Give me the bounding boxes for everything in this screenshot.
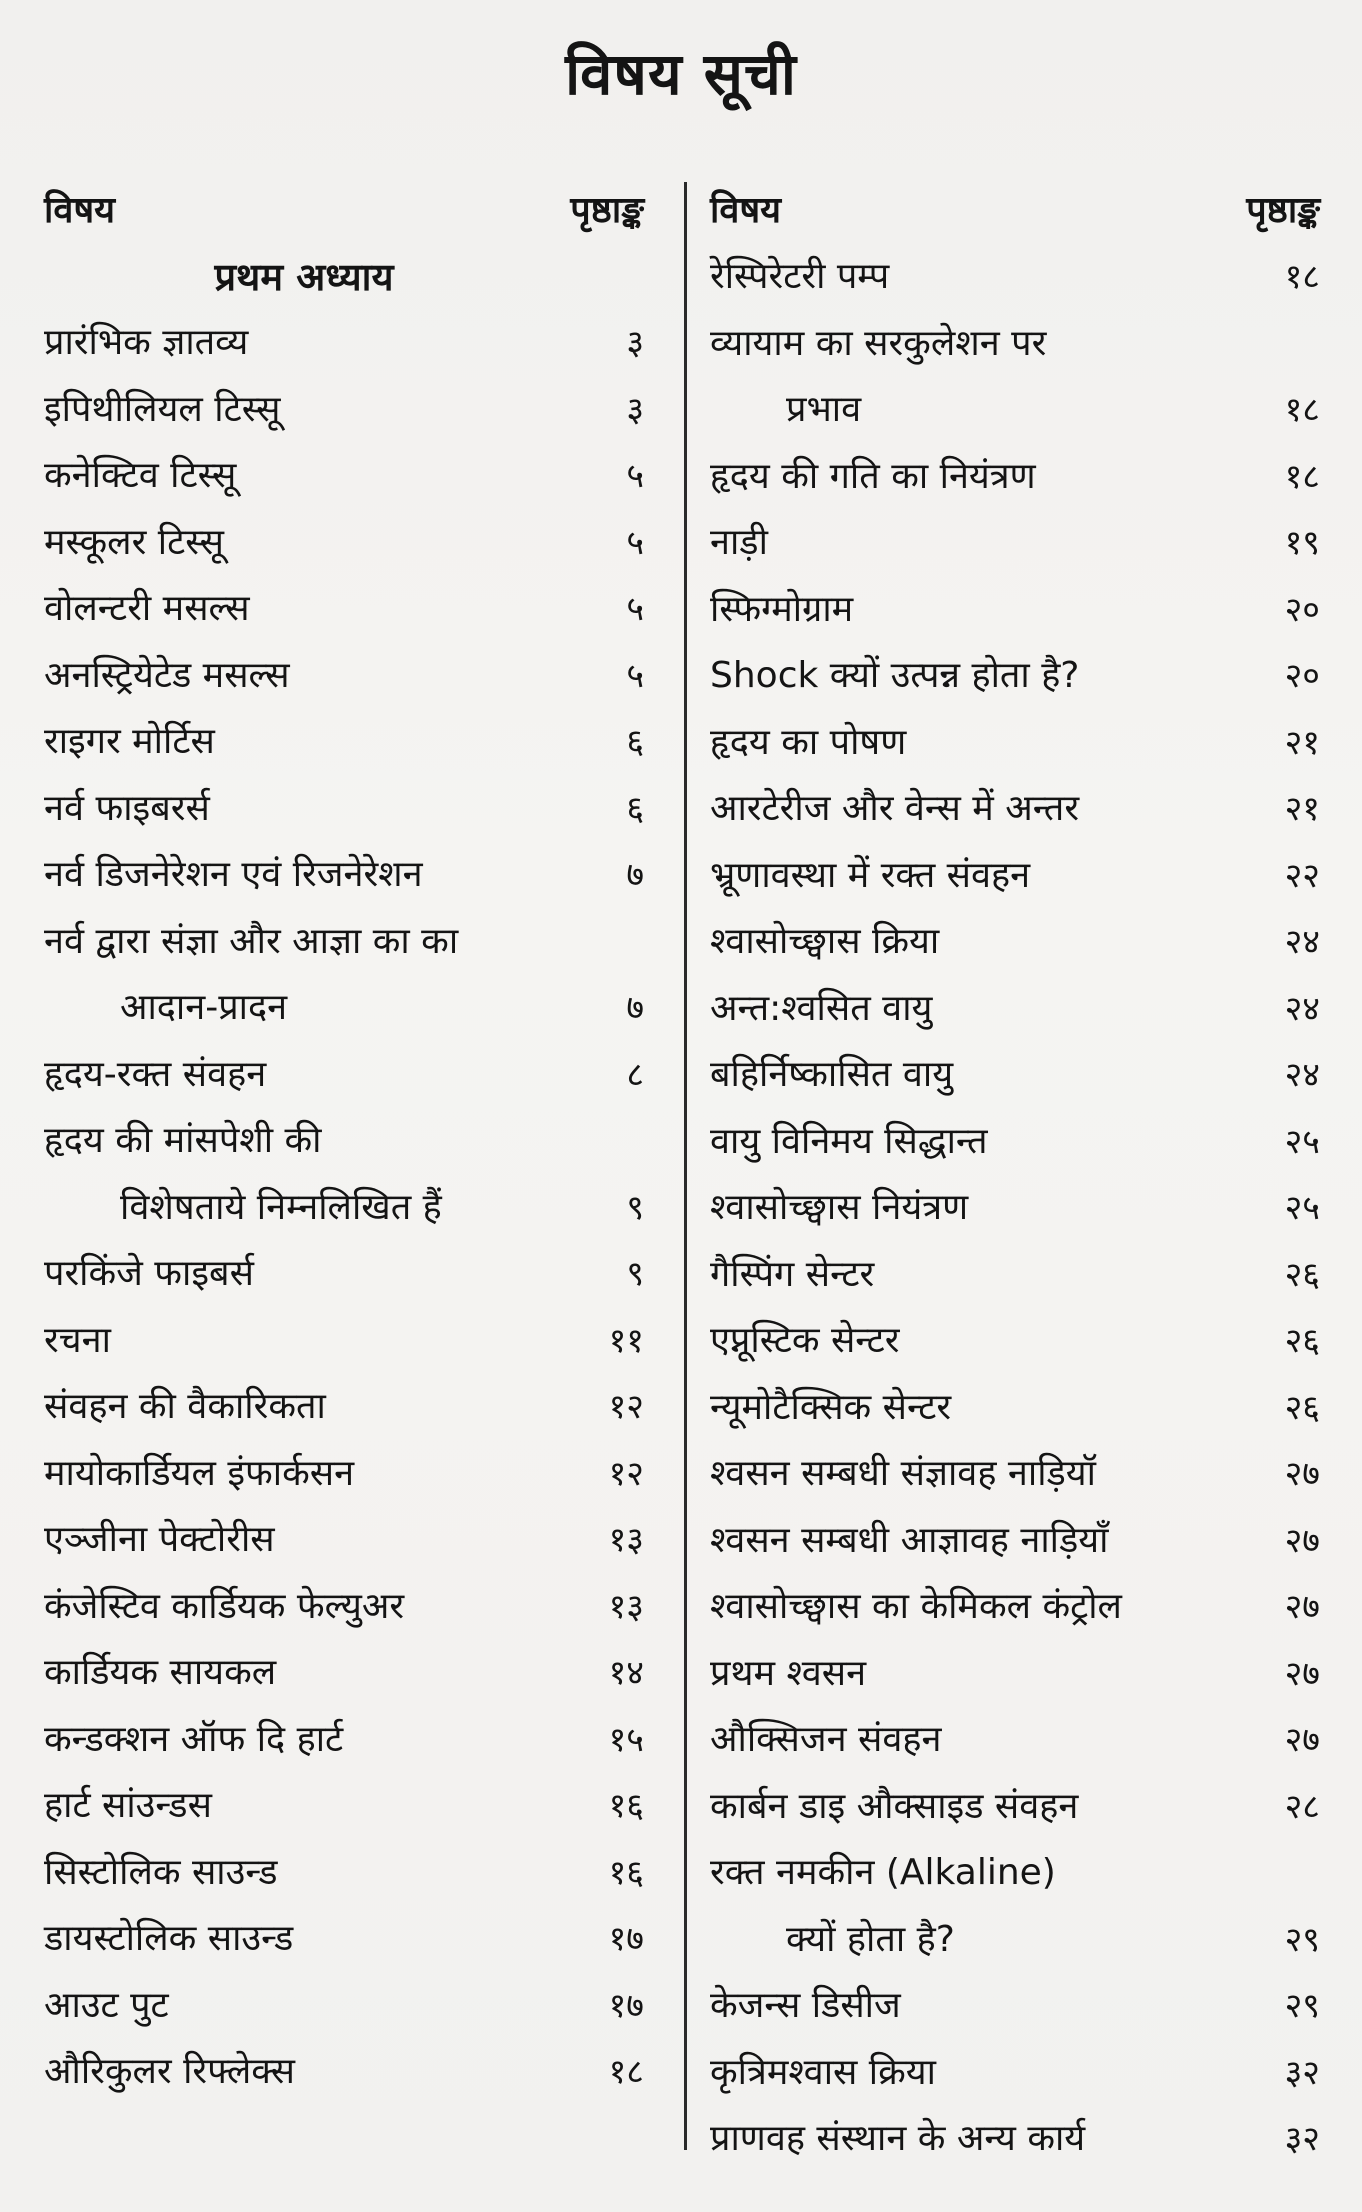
toc-entry bbox=[44, 776, 644, 843]
toc-entry bbox=[44, 709, 644, 776]
toc-left-column bbox=[44, 178, 644, 2178]
entry-page-number: ५ bbox=[626, 456, 644, 496]
toc-entry bbox=[44, 643, 644, 710]
entry-title: श्वासोच्छ्वास क्रिया bbox=[710, 921, 940, 962]
toc-entry bbox=[44, 1707, 644, 1774]
entry-title: व्यायाम का सरकुलेशन पर bbox=[710, 322, 1047, 364]
entry-title: अनस्ट्रियेटेड मसल्स bbox=[44, 654, 290, 696]
entry-page-number: २६ bbox=[1284, 1321, 1320, 1361]
entry-title: संवहन की वैकारिकता bbox=[44, 1386, 326, 1427]
toc-entry bbox=[44, 975, 644, 1042]
entry-page-number: २७ bbox=[1284, 1720, 1320, 1760]
entry-page-number: ५ bbox=[626, 522, 644, 563]
entry-title: वायु विनिमय सिद्धान्त bbox=[710, 1120, 988, 1162]
entry-title: नर्व द्वारा संज्ञा और आज्ञा का का bbox=[44, 920, 459, 962]
toc-entry bbox=[44, 1574, 644, 1641]
entry-page-number: ३ bbox=[626, 323, 644, 363]
entry-page-number: २७ bbox=[1284, 1520, 1320, 1561]
entry-page-number: २९ bbox=[1284, 1986, 1320, 2026]
toc-entry bbox=[710, 909, 1320, 976]
toc-entry bbox=[44, 1175, 644, 1242]
entry-page-number: २९ bbox=[1284, 1919, 1320, 1960]
entry-page-number: २७ bbox=[1284, 1653, 1320, 1694]
entry-page-number: १२ bbox=[608, 1387, 644, 1427]
entry-page-number: २५ bbox=[1284, 1188, 1320, 1228]
toc-entry bbox=[710, 510, 1320, 577]
entry-title: स्फिग्मोग्राम bbox=[710, 588, 854, 630]
entry-title: एञ्जीना पेक्टोरीस bbox=[44, 1519, 275, 1560]
entry-page-number: १८ bbox=[1284, 456, 1320, 497]
toc-entry bbox=[710, 444, 1320, 511]
toc-entry bbox=[710, 311, 1320, 378]
entry-title: विशेषताये निम्नलिखित हैं bbox=[120, 1186, 442, 1228]
page-heading: पृष्ठाङ्क bbox=[570, 190, 644, 231]
entry-title: भ्रूणावस्था में रक्त संवहन bbox=[710, 854, 1031, 896]
toc-entry bbox=[44, 1108, 644, 1175]
toc-entry bbox=[710, 1973, 1320, 2040]
entry-page-number: १८ bbox=[1284, 390, 1320, 430]
entry-page-number: २० bbox=[1284, 656, 1320, 696]
entry-title: प्राणवह संस्थान के अन्य कार्य bbox=[710, 2118, 1086, 2159]
toc-entry bbox=[710, 710, 1320, 777]
entry-title: परकिंजे फाइबर्स bbox=[44, 1253, 254, 1294]
entry-title: Shock क्यों उत्पन्न होता है? bbox=[710, 655, 1080, 696]
left-column-header bbox=[44, 178, 644, 244]
entry-title: रक्त नमकीन (Alkaline) bbox=[710, 1852, 1056, 1893]
entry-page-number: ६ bbox=[626, 788, 644, 829]
entry-page-number: ९ bbox=[626, 1254, 644, 1294]
entry-title: औक्सिजन संवहन bbox=[710, 1719, 942, 1760]
toc-entry bbox=[44, 1973, 644, 2040]
entry-title: कार्बन डाइ औक्साइड संवहन bbox=[710, 1785, 1079, 1827]
toc-entry bbox=[44, 310, 644, 377]
entry-title: कनेक्टिव टिस्सू bbox=[44, 455, 237, 496]
entry-title: केजन्स डिसीज bbox=[710, 1985, 901, 2026]
toc-entry bbox=[44, 1374, 644, 1441]
entry-page-number: २७ bbox=[1284, 1587, 1320, 1627]
entry-page-number: १९ bbox=[1284, 523, 1320, 563]
entry-page-number: १६ bbox=[608, 1786, 644, 1826]
toc-entry bbox=[710, 1308, 1320, 1375]
entry-title: हृदय का पोषण bbox=[710, 721, 907, 763]
toc-entry bbox=[710, 843, 1320, 910]
entry-page-number: २१ bbox=[1284, 722, 1320, 763]
entry-page-number: १७ bbox=[608, 1919, 644, 1959]
toc-entry bbox=[710, 1574, 1320, 1641]
chapter-heading: प्रथम अध्याय bbox=[214, 255, 394, 299]
toc-entry bbox=[710, 643, 1320, 710]
entry-title: प्रथम श्वसन bbox=[710, 1652, 867, 1694]
toc-entry bbox=[710, 1109, 1320, 1176]
toc-entry bbox=[710, 244, 1320, 311]
entry-page-number: १२ bbox=[608, 1453, 644, 1494]
entry-title: इपिथीलियल टिस्सू bbox=[44, 388, 281, 430]
left-entry-list bbox=[44, 310, 644, 2106]
toc-entry bbox=[710, 577, 1320, 644]
toc-entry bbox=[710, 1508, 1320, 1575]
toc-entry bbox=[710, 1441, 1320, 1508]
column-divider bbox=[684, 182, 687, 2150]
toc-entry bbox=[710, 377, 1320, 444]
toc-entry bbox=[710, 1641, 1320, 1708]
toc-entry bbox=[44, 2039, 644, 2106]
entry-title: न्यूमोटैक्सिक सेन्टर bbox=[710, 1386, 952, 1428]
right-column-header bbox=[710, 178, 1320, 244]
toc-entry bbox=[44, 377, 644, 444]
entry-title: प्रभाव bbox=[786, 389, 862, 430]
toc-entry bbox=[710, 1774, 1320, 1841]
entry-title: मस्कूलर टिस्सू bbox=[44, 521, 224, 563]
entry-title: क्यों होता है? bbox=[786, 1918, 955, 1960]
entry-page-number: १७ bbox=[608, 1985, 644, 2026]
entry-page-number: २५ bbox=[1284, 1121, 1320, 1162]
entry-title: हार्ट सांउन्डस bbox=[44, 1785, 212, 1826]
entry-page-number: ३२ bbox=[1284, 2119, 1320, 2159]
entry-page-number: १६ bbox=[608, 1852, 644, 1893]
entry-title: हृदय की मांसपेशी की bbox=[44, 1120, 322, 1161]
entry-page-number: ८ bbox=[626, 1054, 644, 1095]
entry-title: कंजेस्टिव कार्डियक फेल्युअर bbox=[44, 1585, 405, 1627]
toc-entry bbox=[44, 1507, 644, 1574]
entry-page-number: ९ bbox=[626, 1187, 644, 1228]
entry-title: वोलन्टरी मसल्स bbox=[44, 588, 250, 629]
entry-page-number: २४ bbox=[1284, 988, 1320, 1029]
toc-entry bbox=[44, 1308, 644, 1375]
entry-title: नाड़ी bbox=[710, 522, 768, 563]
toc-entry bbox=[44, 576, 644, 643]
entry-title: हृदय-रक्त संवहन bbox=[44, 1053, 267, 1095]
entry-page-number: ५ bbox=[626, 589, 644, 629]
entry-page-number: २४ bbox=[1284, 922, 1320, 962]
entry-page-number: ७ bbox=[626, 988, 644, 1028]
toc-entry bbox=[710, 1042, 1320, 1109]
toc-entry bbox=[44, 510, 644, 577]
toc-entry bbox=[44, 443, 644, 510]
entry-title: डायस्टोलिक साउन्ड bbox=[44, 1918, 294, 1959]
toc-entry bbox=[44, 909, 644, 976]
toc-entry bbox=[710, 1907, 1320, 1974]
entry-title: नर्व डिजनेरेशन एवं रिजनेरेशन bbox=[44, 854, 423, 895]
toc-entry bbox=[710, 1707, 1320, 1774]
entry-page-number: २० bbox=[1284, 589, 1320, 630]
entry-title: श्वासोच्छ्वास नियंत्रण bbox=[710, 1187, 969, 1228]
entry-title: आदान-प्रादन bbox=[120, 987, 288, 1028]
entry-page-number: १८ bbox=[608, 2052, 644, 2092]
toc-entry bbox=[710, 776, 1320, 843]
entry-page-number: २८ bbox=[1284, 1786, 1320, 1827]
entry-page-number: २१ bbox=[1284, 789, 1320, 829]
toc-entry bbox=[44, 1906, 644, 1973]
entry-title: औरिकुलर रिफ्लेक्स bbox=[44, 2051, 296, 2092]
subject-heading: विषय bbox=[710, 190, 782, 231]
toc-entry bbox=[44, 1773, 644, 1840]
toc-right-column bbox=[710, 178, 1320, 2178]
entry-title: राइगर मोर्टिस bbox=[44, 721, 215, 762]
entry-page-number: २७ bbox=[1284, 1454, 1320, 1494]
entry-title: आउट पुट bbox=[44, 1984, 169, 2026]
entry-page-number: १५ bbox=[608, 1719, 644, 1760]
entry-page-number: १४ bbox=[608, 1653, 644, 1693]
entry-page-number: ३ bbox=[626, 389, 644, 430]
toc-entry bbox=[710, 1840, 1320, 1907]
toc-entry bbox=[710, 1375, 1320, 1442]
toc-entry bbox=[44, 1441, 644, 1508]
toc-entry bbox=[710, 2106, 1320, 2173]
entry-title: कन्डक्शन ऑफ दि हार्ट bbox=[44, 1718, 344, 1760]
toc-entry bbox=[44, 1840, 644, 1907]
page-title: विषय सूची bbox=[565, 40, 797, 108]
entry-title: बहिर्निष्कासित वायु bbox=[710, 1054, 954, 1095]
entry-page-number: २६ bbox=[1284, 1254, 1320, 1295]
toc-entry bbox=[44, 1241, 644, 1308]
subject-heading: विषय bbox=[44, 190, 116, 231]
entry-title: कृत्रिमश्वास क्रिया bbox=[710, 2051, 936, 2093]
entry-title: मायोकार्डियल इंफार्कसन bbox=[44, 1452, 355, 1494]
toc-entry bbox=[710, 1175, 1320, 1242]
toc-entry bbox=[44, 1640, 644, 1707]
toc-entry bbox=[710, 2040, 1320, 2107]
entry-title: प्रारंभिक ज्ञातव्य bbox=[44, 322, 249, 363]
entry-title: कार्डियक सायकल bbox=[44, 1652, 277, 1693]
toc-entry bbox=[710, 1242, 1320, 1309]
entry-title: श्वासोच्छ्वास का केमिकल कंट्रोल bbox=[710, 1586, 1122, 1627]
page-heading: पृष्ठाङ्क bbox=[1246, 190, 1320, 231]
entry-page-number: १३ bbox=[608, 1586, 644, 1627]
right-entry-list bbox=[710, 244, 1320, 2173]
entry-page-number: २६ bbox=[1284, 1387, 1320, 1428]
toc-entry bbox=[44, 842, 644, 909]
entry-title: एप्नूस्टिक सेन्टर bbox=[710, 1320, 900, 1361]
entry-page-number: ७ bbox=[626, 855, 644, 895]
entry-title: सिस्टोलिक साउन्ड bbox=[44, 1851, 278, 1893]
entry-title: गैस्पिंग सेन्टर bbox=[710, 1253, 875, 1295]
entry-title: नर्व फाइबरर्स bbox=[44, 787, 210, 829]
toc-entry bbox=[44, 1042, 644, 1109]
entry-title: रेस्पिरेटरी पम्प bbox=[710, 256, 890, 297]
entry-title: आरटेरीज और वेन्स में अन्तर bbox=[710, 788, 1080, 829]
entry-page-number: ६ bbox=[626, 722, 644, 762]
entry-page-number: ११ bbox=[608, 1320, 644, 1361]
entry-page-number: २४ bbox=[1284, 1055, 1320, 1095]
entry-page-number: २२ bbox=[1284, 855, 1320, 896]
entry-page-number: १८ bbox=[1284, 257, 1320, 297]
entry-page-number: ५ bbox=[626, 655, 644, 696]
entry-title: श्वसन सम्बधी आज्ञावह नाड़ियाँ bbox=[710, 1519, 1109, 1561]
entry-title: रचना bbox=[44, 1319, 111, 1361]
entry-page-number: १३ bbox=[608, 1520, 644, 1560]
entry-page-number: ३२ bbox=[1284, 2052, 1320, 2093]
toc-entry bbox=[710, 976, 1320, 1043]
entry-title: हृदय की गति का नियंत्रण bbox=[710, 455, 1036, 497]
entry-title: अन्त:श्वसित वायु bbox=[710, 987, 933, 1029]
entry-title: श्वसन सम्बधी संज्ञावह नाड़ियॉ bbox=[710, 1453, 1096, 1494]
